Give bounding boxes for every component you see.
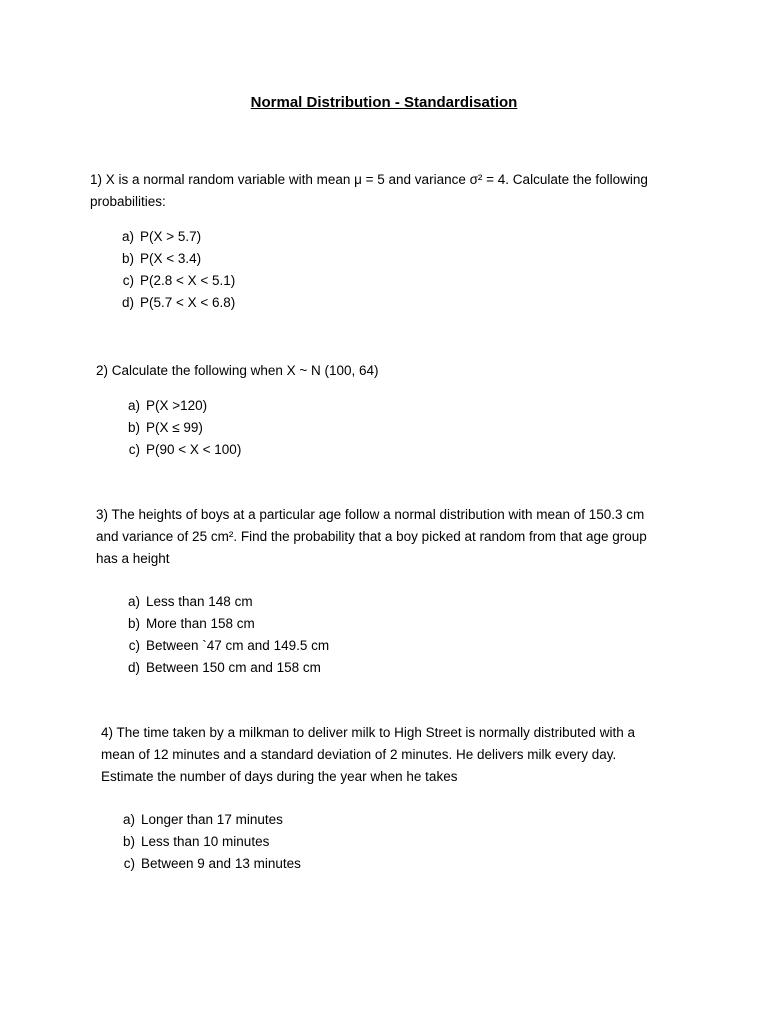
question-4-text-line-3: Estimate the number of days during the year when he takes — [101, 769, 458, 784]
question-4 — [101, 722, 635, 788]
item-label: b) — [127, 616, 140, 631]
question-1 — [90, 169, 648, 213]
page-title: Normal Distribution - Standardisation — [250, 94, 518, 111]
question-3-items — [118, 591, 329, 679]
question-4-text-line-2: mean of 12 minutes and a standard deviation of 2 minutes. He delivers milk every day. — [101, 747, 617, 762]
item-label: b) — [121, 251, 134, 266]
item-text: More than 158 cm — [146, 616, 255, 631]
list-item — [112, 270, 235, 292]
item-label: c) — [128, 638, 140, 653]
question-4-items — [113, 809, 301, 875]
list-item — [118, 657, 329, 679]
question-4-text-line-1: 4) The time taken by a milkman to deliver milk to High Street is normally distributed with a — [101, 725, 635, 740]
list-item — [112, 292, 235, 314]
item-label: c) — [123, 856, 135, 871]
question-2-text-line-1: 2) Calculate the following when X ~ N (100, 64) — [96, 363, 379, 378]
item-label: a) — [127, 398, 140, 413]
list-item — [113, 831, 301, 853]
item-text: P(X >120) — [146, 398, 208, 413]
list-item — [112, 226, 235, 248]
item-label: d) — [121, 295, 134, 310]
question-1-text-line-1: 1) X is a normal random variable with mean μ = 5 and variance σ² = 4. Calculate the following — [90, 172, 648, 187]
question-1-text-line-2: probabilities: — [90, 194, 166, 209]
list-item — [113, 809, 301, 831]
question-3-text-line-2: and variance of 25 cm². Find the probability that a boy picked at random from that age group — [96, 529, 647, 544]
item-text: Between 9 and 13 minutes — [141, 856, 301, 871]
item-label: a) — [121, 229, 134, 244]
question-2-items — [118, 395, 241, 461]
item-text: Longer than 17 minutes — [141, 812, 283, 827]
item-label: c) — [122, 273, 134, 288]
question-1-items — [112, 226, 235, 314]
list-item — [118, 395, 241, 417]
item-text: P(2.8 < X < 5.1) — [140, 273, 236, 288]
item-text: Between 150 cm and 158 cm — [146, 660, 321, 675]
item-text: P(5.7 < X < 6.8) — [140, 295, 236, 310]
item-label: a) — [127, 594, 140, 609]
question-3-text-line-1: 3) The heights of boys at a particular age follow a normal distribution with mean of 150.3 cm — [96, 507, 645, 522]
item-label: c) — [128, 442, 140, 457]
item-label: a) — [122, 812, 135, 827]
item-text: P(X < 3.4) — [140, 251, 202, 266]
list-item — [118, 417, 241, 439]
item-label: b) — [127, 420, 140, 435]
list-item — [118, 591, 329, 613]
item-text: Between `47 cm and 149.5 cm — [146, 638, 330, 653]
list-item — [113, 853, 301, 875]
item-text: P(X > 5.7) — [140, 229, 202, 244]
list-item — [118, 635, 329, 657]
item-label: d) — [127, 660, 140, 675]
item-text: Less than 10 minutes — [141, 834, 270, 849]
question-3-text-line-3: has a height — [96, 551, 170, 566]
item-text: P(90 < X < 100) — [146, 442, 242, 457]
list-item — [118, 439, 241, 461]
item-text: Less than 148 cm — [146, 594, 253, 609]
list-item — [118, 613, 329, 635]
list-item — [112, 248, 235, 270]
question-2 — [96, 360, 379, 382]
item-label: b) — [122, 834, 135, 849]
item-text: P(X ≤ 99) — [146, 420, 203, 435]
question-3 — [96, 504, 647, 570]
